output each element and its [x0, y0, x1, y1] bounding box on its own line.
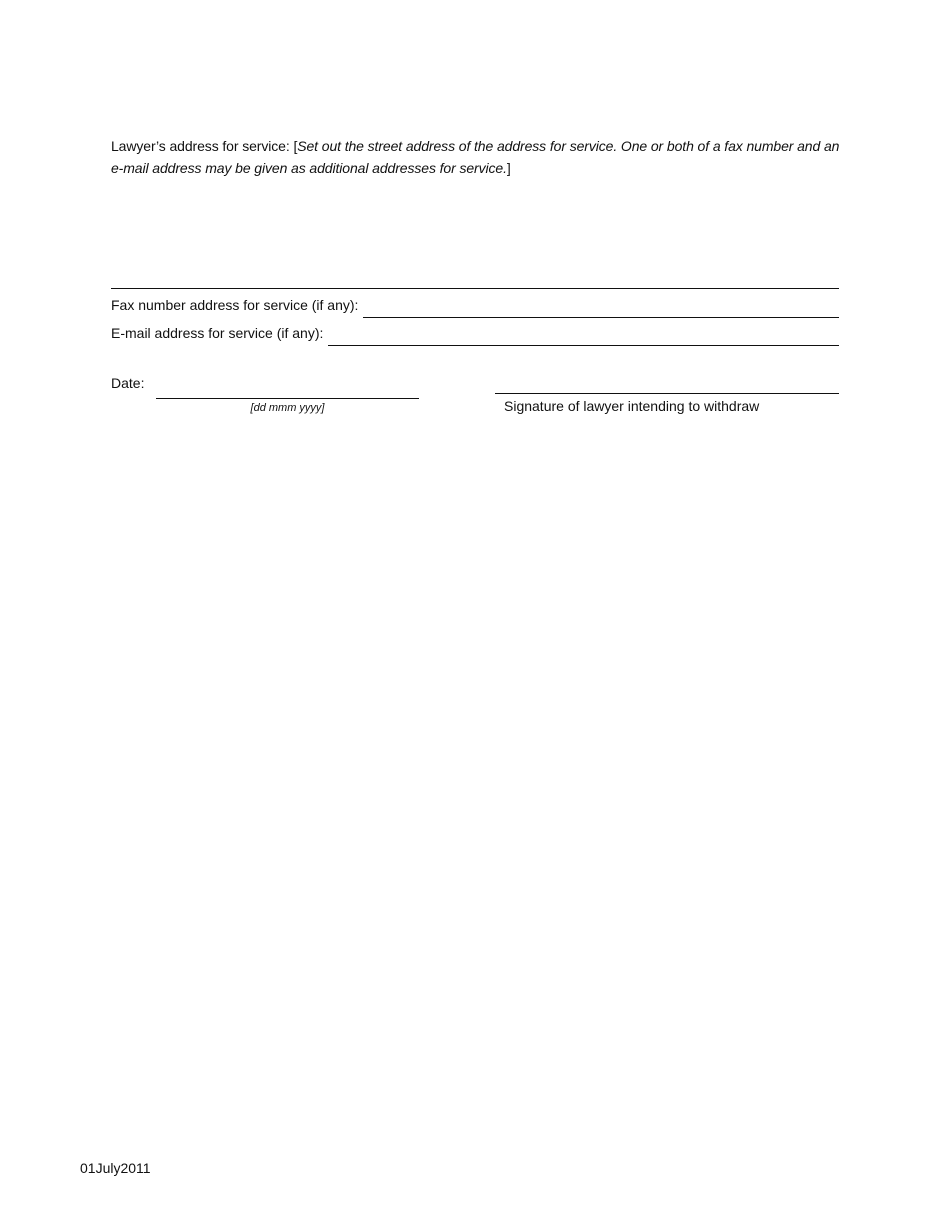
footer-version: 01July2011	[80, 1160, 151, 1176]
signature-caption: Signature of lawyer intending to withdraw	[504, 398, 760, 414]
address-for-service-instructions	[111, 135, 846, 179]
address-for-service-close-bracket: ]	[506, 160, 511, 176]
email-label: E-mail address for service (if any):	[111, 325, 324, 341]
address-for-service-label: Lawyer’s address for service: [	[111, 138, 298, 154]
address-for-service-line[interactable]	[111, 288, 839, 289]
date-input-line[interactable]	[156, 398, 419, 399]
email-input-line[interactable]	[328, 325, 839, 346]
email-row	[111, 324, 839, 346]
fax-row	[111, 296, 839, 318]
address-for-service-instruction: Set out the street address of the address for service. One or both of a fax number and an e-mail address may be given as additional addresses for service.	[111, 138, 840, 176]
date-format-hint: [dd mmm yyyy]	[250, 402, 325, 414]
date-label: Date:	[111, 375, 145, 391]
fax-input-line[interactable]	[363, 297, 839, 318]
fax-label: Fax number address for service (if any):	[111, 297, 359, 313]
signature-line[interactable]	[495, 393, 839, 394]
